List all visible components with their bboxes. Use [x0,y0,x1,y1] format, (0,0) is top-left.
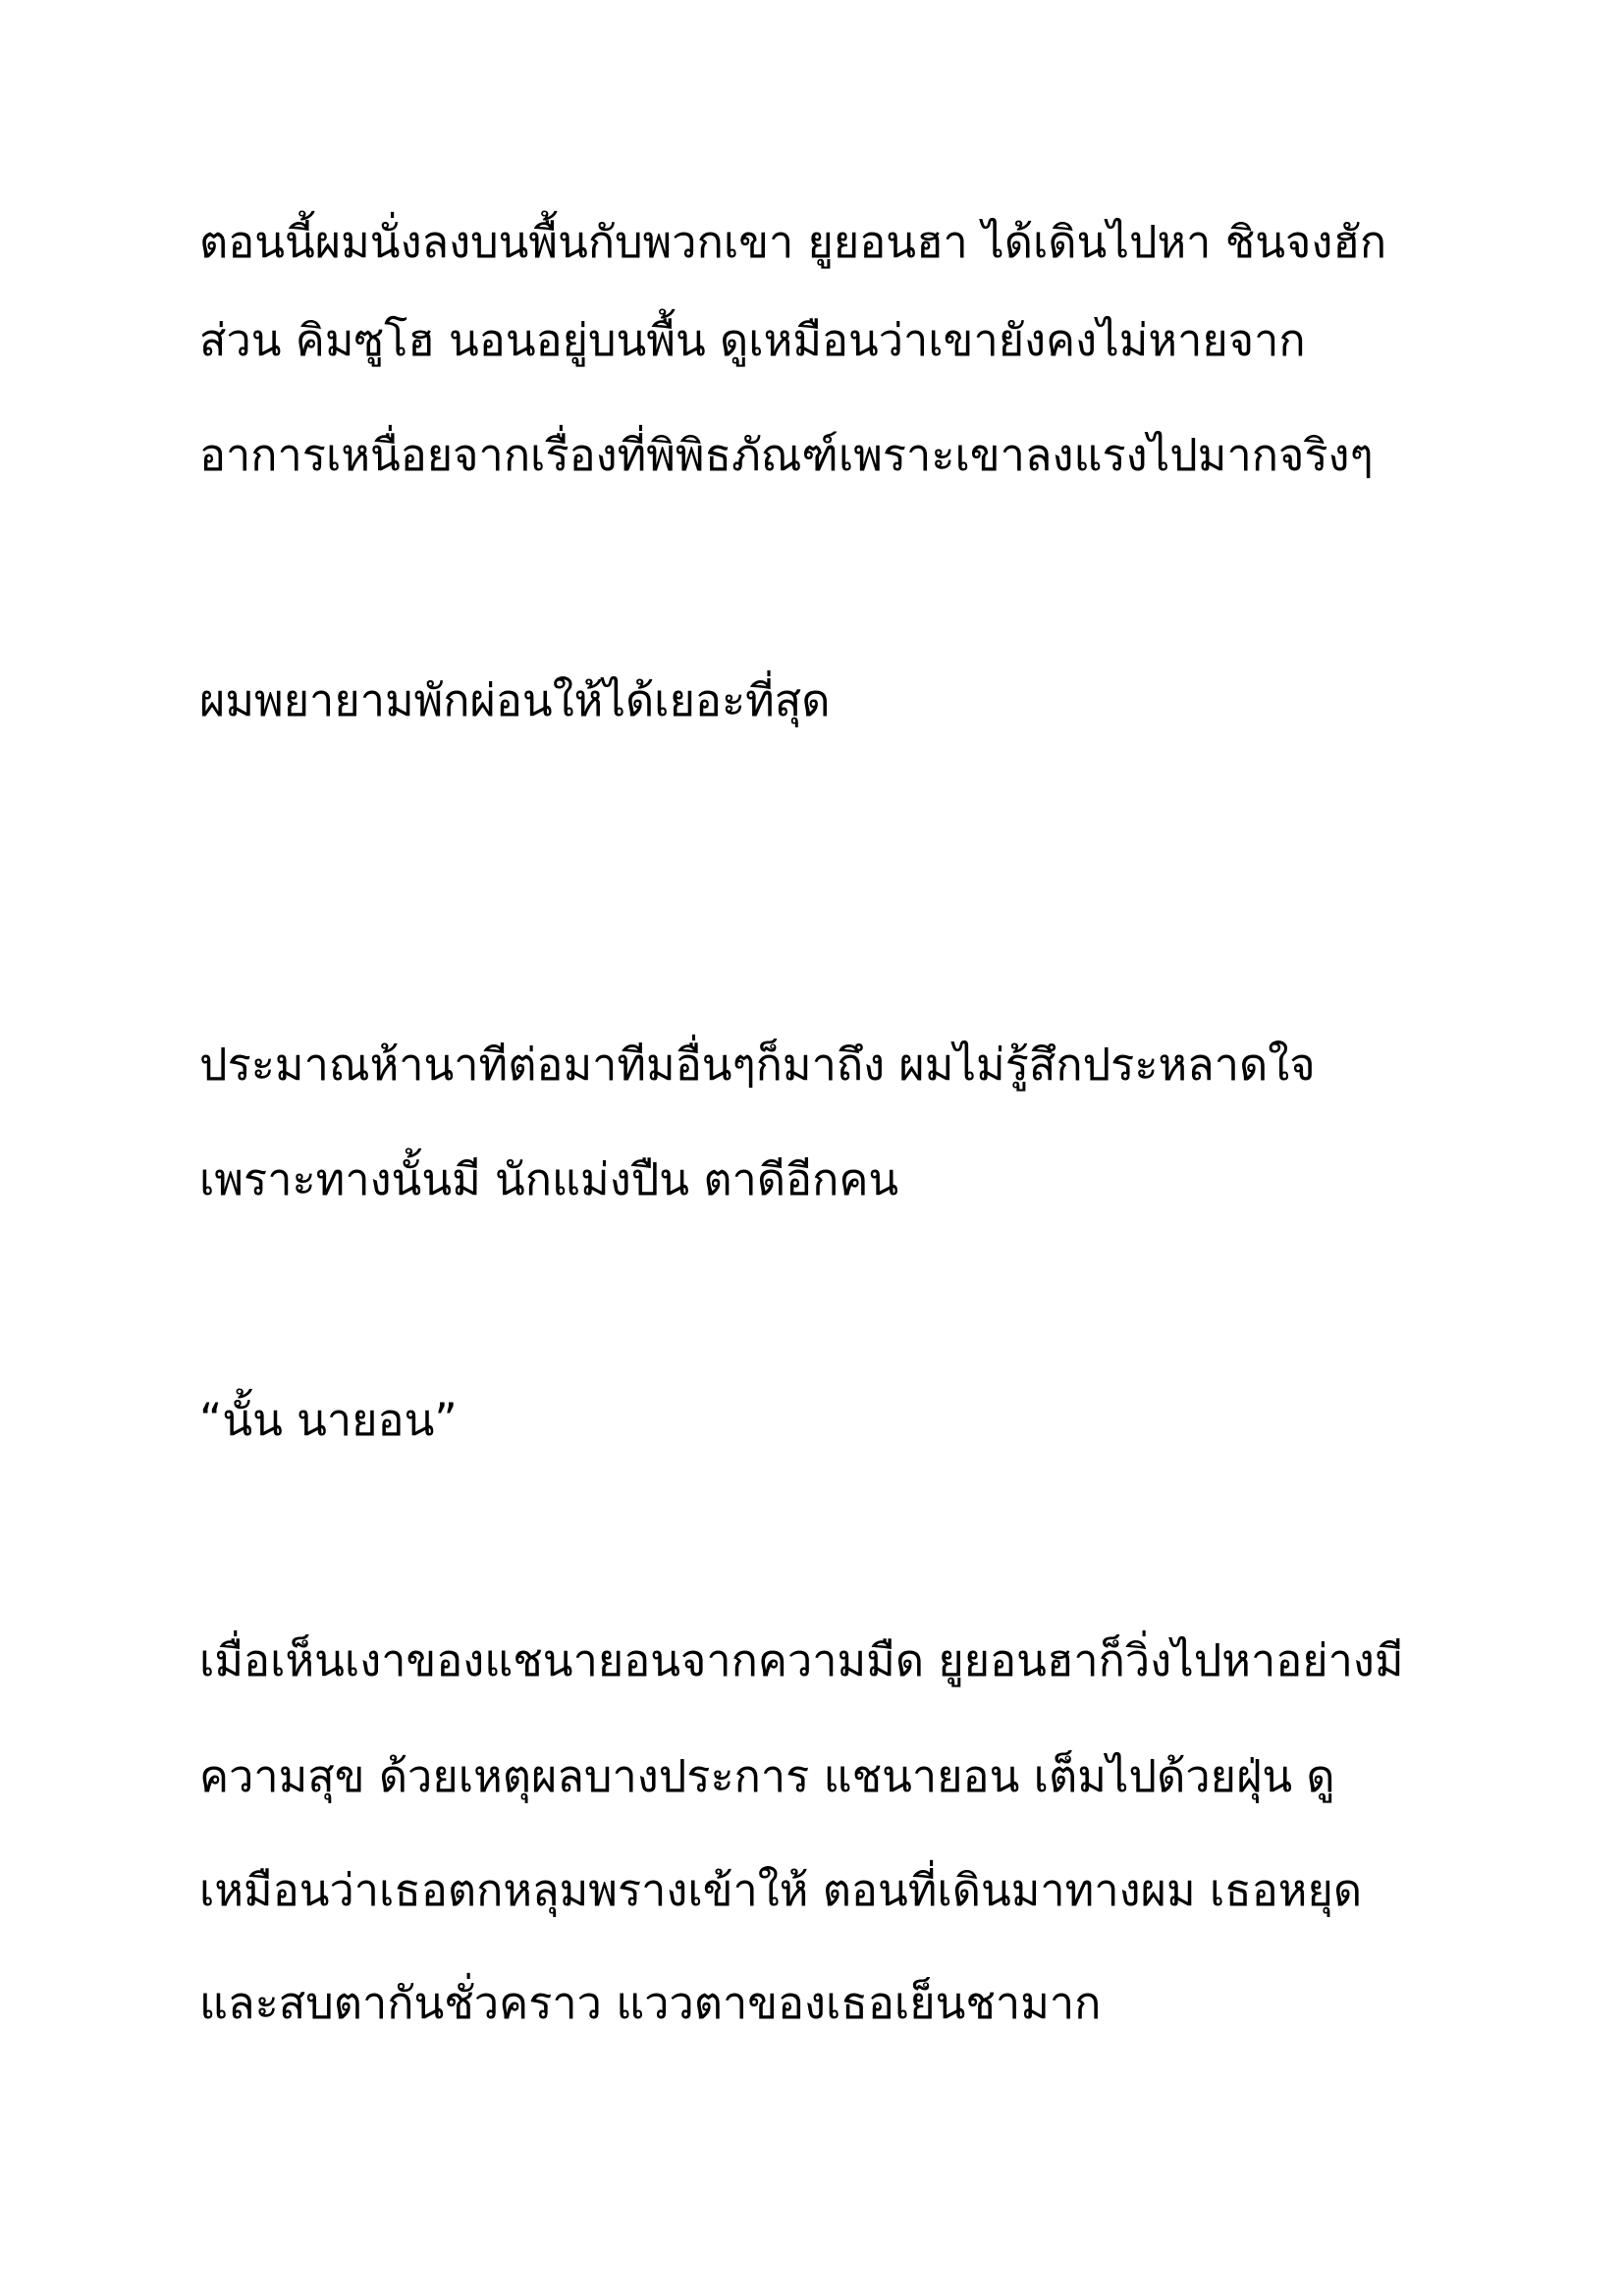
paragraph-1-line-2: ส่วน คิมซูโฮ นอนอยู่บนพื้น ดูเหมือนว่าเขายังคงไม่หายจาก [199,314,1306,366]
paragraph-5-line-2: ความสุข ด้วยเหตุผลบางประการ แชนายอน เต็มไปด้วยฝุ่น ดู [199,1750,1335,1802]
paragraph-3-line-2: เพราะทางนั้นมี นักแม่งปืน ตาดีอีกคน [199,1153,899,1205]
paragraph-2-line-1: ผมพยายามพักผ่อนให้ได้เยอะที่สุด [199,674,831,726]
paragraph-1-line-1: ตอนนี้ผมนั่งลงบนพื้นกับพวกเขา ยูยอนฮา ได้เดินไปหา ชินจงฮัก [199,216,1387,268]
paragraph-5-line-4: และสบตากันชั่วคราว แววตาของเธอเย็นชามาก [199,1977,1102,2029]
paragraph-5-line-3: เหมือนว่าเธอตกหลุมพรางเข้าให้ ตอนที่เดินมาทางผม เธอหยุด [199,1864,1363,1916]
paragraph-5-line-1: เมื่อเห็นเงาของแชนายอนจากความมืด ยูยอนฮาก็วิ่งไปหาอย่างมี [199,1634,1404,1686]
paragraph-3-line-1: ประมาณห้านาทีต่อมาทีมอื่นๆก็มาถึง ผมไม่รู้สึกประหลาดใจ [199,1039,1316,1091]
paragraph-1-line-3: อาการเหนื่อยจากเรื่องที่พิพิธภัณฑ์เพราะเขาลงแรงไปมากจริงๆ [199,429,1374,481]
dialogue-line: “นั้น นายอน” [199,1394,458,1446]
